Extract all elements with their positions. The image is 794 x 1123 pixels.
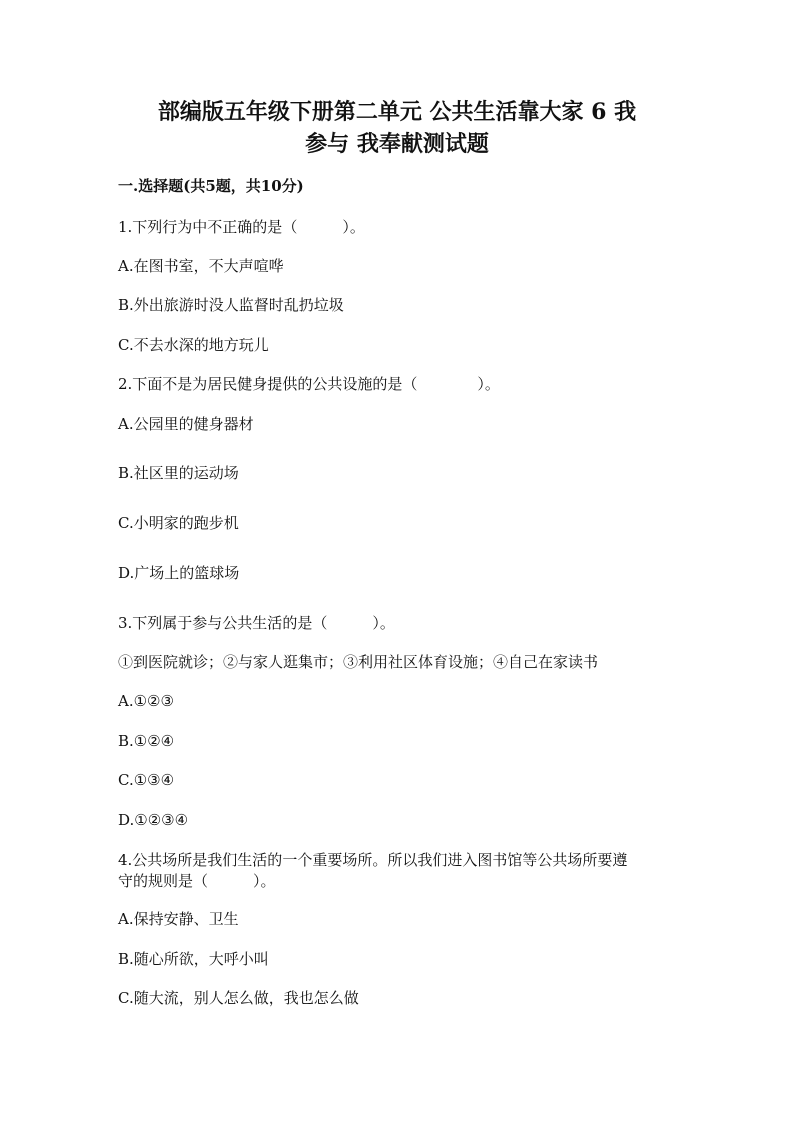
q2-option-c: C.小明家的跑步机	[118, 514, 239, 532]
q3-option-b: B.①②④	[118, 732, 175, 750]
q4-option-a: A.保持安静、卫生	[118, 910, 239, 928]
page-title	[100, 96, 694, 160]
question-4-stem-line-2: 守的规则是（ ）。	[118, 872, 276, 890]
q4-option-c: C.随大流，别人怎么做，我也怎么做	[118, 989, 359, 1007]
q2-option-d: D.广场上的篮球场	[118, 564, 240, 582]
question-1-stem: 1.下列行为中不正确的是（ ）。	[118, 218, 365, 236]
q3-option-d: D.①②③④	[118, 811, 189, 829]
q3-option-c: C.①③④	[118, 771, 175, 789]
question-4-stem-line-1: 4.公共场所是我们生活的一个重要场所。所以我们进入图书馆等公共场所要遵	[118, 851, 628, 869]
section-header: 一.选择题(共5题，共10分)	[118, 177, 304, 195]
question-2-stem: 2.下面不是为居民健身提供的公共设施的是（ ）。	[118, 375, 500, 393]
q2-option-a: A.公园里的健身器材	[118, 415, 254, 433]
q1-option-c: C.不去水深的地方玩儿	[118, 336, 269, 354]
title-line-2: 参与 我奉献测试题	[305, 131, 489, 157]
title-line-1: 部编版五年级下册第二单元 公共生活靠大家 6 我	[157, 99, 637, 125]
q2-option-b: B.社区里的运动场	[118, 464, 239, 482]
q1-option-b: B.外出旅游时没人监督时乱扔垃圾	[118, 296, 344, 314]
q4-option-b: B.随心所欲，大呼小叫	[118, 950, 269, 968]
q1-option-a: A.在图书室，不大声喧哗	[118, 257, 284, 275]
question-3-stem: 3.下列属于参与公共生活的是（ ）。	[118, 614, 395, 632]
q3-option-a: A.①②③	[118, 692, 174, 710]
q3-statement: ①到医院就诊；②与家人逛集市；③利用社区体育设施；④自己在家读书	[118, 653, 599, 671]
